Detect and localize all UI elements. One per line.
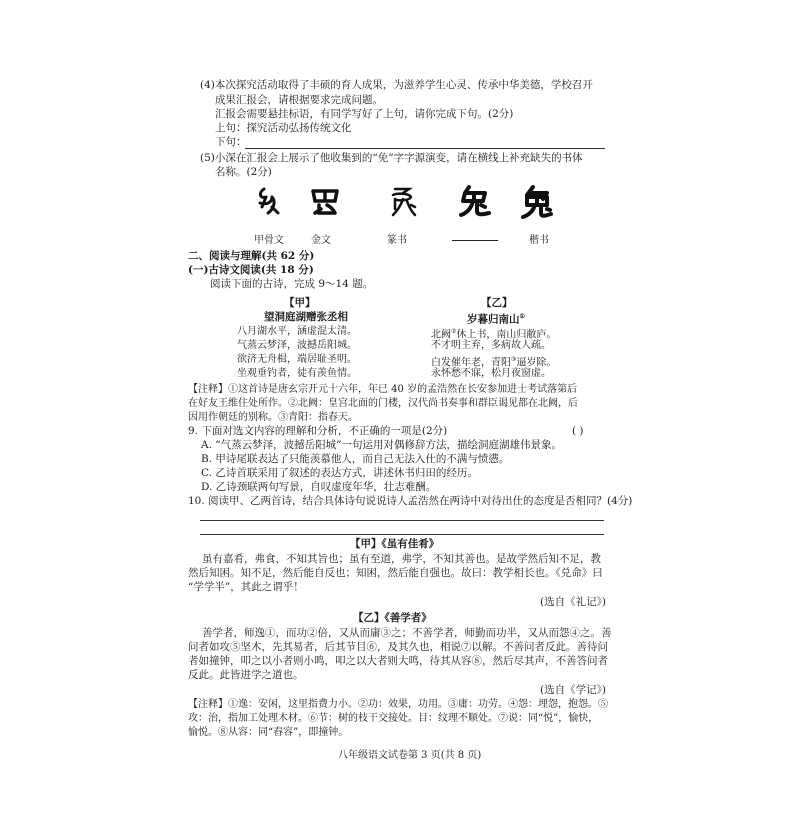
seal-script-glyph-icon [383,183,423,219]
clerical-glyph-icon [455,183,495,219]
q9-stem: 9. 下面对选文内容的理解和分析，不正确的一项是(2分) [188,425,448,437]
note2-line2: 攻：治，指加工处理木材。⑥节：树的枝干交接处。目：纹理不顺处。⑦说：同“悦”，愉快， [188,713,599,724]
q10-answer-line-1[interactable] [200,520,604,521]
poemB-line1: 北阙②休上书，南山归敝庐。 [431,328,557,341]
label-oracle: 甲骨文 [254,235,284,246]
section2-sub1: (一)古诗文阅读(共 18 分) [188,264,314,276]
poemB-title: 岁暮归南山① [467,313,525,326]
proseB-line4: 反此。此皆进学之道也。 [188,669,304,681]
q9-option-c: C. 乙诗首联采用了叙述的表达方式，讲述休书归田的经历。 [201,467,478,479]
proseB-line3: 者如撞钟，叩之以小者则小鸣，叩之以大者则大鸣，待其从容⑧，然后尽其声，不善答问者 [188,655,608,667]
q9-option-d: D. 乙诗颈联两句写景，自叹虚度年华，壮志难酬。 [201,481,437,493]
q4-lower: 下句： [215,136,247,148]
poemA-line3: 欲济无舟楫，端居耻圣明。 [237,354,357,365]
q4-line3: 汇报会需要悬挂标语，有同学写好了上句，请你完成下句。(2分) [215,108,514,120]
proseB-line1: 善学者，师逸①，而功②倍，又从而庸③之；不善学者，师勤而功半，又从而怨④之。善 [202,627,612,639]
poemB-line4: 永怀愁不寐，松月夜窗虚。 [431,368,551,379]
q9-option-a: A. “气蒸云梦泽，波撼岳阳城”一句运用对偶修辞方法，描绘洞庭湖雄伟景象。 [201,439,562,451]
poemB-line3: 白发催年老，青阳③逼岁除。 [431,356,557,369]
page-footer: 八年级语文试卷第 3 页(共 8 页) [338,750,482,761]
poemA-line4: 坐观垂钓者，徒有羡鱼情。 [237,368,357,379]
label-bronze: 金文 [311,235,331,246]
note1-line2: 在好友王维住处所作。②北阙：皇宫北面的门楼，汉代尚书奏事和群臣谒见都在北阙，后 [188,398,578,409]
proseA-line1: 虽有嘉肴，弗食，不知其旨也；虽有至道，弗学，不知其善也。是故学然后知不足，教 [202,553,601,565]
poemA-tag: 【甲】 [284,297,316,309]
proseB-line2: 问者如攻⑤坚木，先其易者，后其节目⑥，及其久也，相说⑦以解。不善问者反此。善待问 [188,641,608,653]
poemA-line1: 八月湖水平，涵虚混太清。 [237,326,357,337]
q5-line1: (5)小深在汇报会上展示了他收集到的“免”字字源演变，请在横线上补充缺失的书体 [200,152,583,164]
q4-line2: 成果汇报会，请根据要求完成问题。 [215,94,383,106]
poemB-tag: 【乙】 [481,297,513,309]
q4-line1: (4)本次探究活动取得了丰硕的育人成果，为滋养学生心灵、传承中华美德，学校召开 [200,79,593,91]
q10-answer-line-2[interactable] [200,534,604,535]
proseA-line2: 然后知困。知不足，然后能自反也；知困，然后能自强也。故曰：教学相长也。《兑命》曰 [188,567,603,579]
label-regular: 楷书 [529,235,549,246]
proseA-source: (选自《礼记》) [540,596,606,608]
section2-instr: 阅读下面的古诗，完成 9～14 题。 [210,278,374,290]
proseB-title: 【乙】《善学者》 [353,612,432,624]
note2-line3: 愉悦。⑧从容：同“舂容”，即撞钟。 [188,727,349,738]
poemA-title: 望洞庭湖赠张丞相 [264,311,348,323]
regular-script-glyph-icon [517,183,557,219]
proseB-source: (选自《学记》) [540,684,606,696]
q4-answer-line[interactable] [245,148,605,149]
script-name-blank[interactable] [452,240,498,241]
note2-line1: 【注释】①逸：安闲，这里指费力小。②功：效果，功用。③庸：功劳。④怨：埋怨，抱怨。⑤ [188,699,608,710]
poemA-line2: 气蒸云梦泽，波撼岳阳城。 [237,340,357,351]
section2-title: 二、阅读与理解(共 62 分) [188,250,315,262]
bronze-glyph-icon [305,183,345,219]
q4-upper: 上句：探究活动弘扬传统文化 [215,122,352,134]
q10-stem: 10. 阅读甲、乙两首诗，结合具体诗句说说诗人孟浩然在两诗中对待出仕的态度是否相同？(4分) [188,495,633,507]
poemB-line2: 不才明主弃，多病故人疏。 [431,340,551,351]
oracle-bone-glyph-icon [250,183,290,219]
note1-line3: 因用作朝廷的别称。③青阳：指春天。 [188,412,358,423]
q9-answer-paren[interactable]: ( ) [572,425,584,437]
q5-line2: 名称。(2分) [215,166,272,178]
q9-option-b: B. 甲诗尾联表达了只能羡慕他人，而自己无法入仕的不满与愤懑。 [201,453,510,465]
note1-line1: 【注释】①这首诗是唐玄宗开元十六年，年已 40 岁的孟浩然在长安参加进士考试落第后 [188,384,578,395]
proseA-line3: “学学半”，其此之谓乎！ [188,581,304,593]
label-seal: 篆书 [387,235,407,246]
proseA-title: 【甲】《虽有佳肴》 [350,538,440,550]
